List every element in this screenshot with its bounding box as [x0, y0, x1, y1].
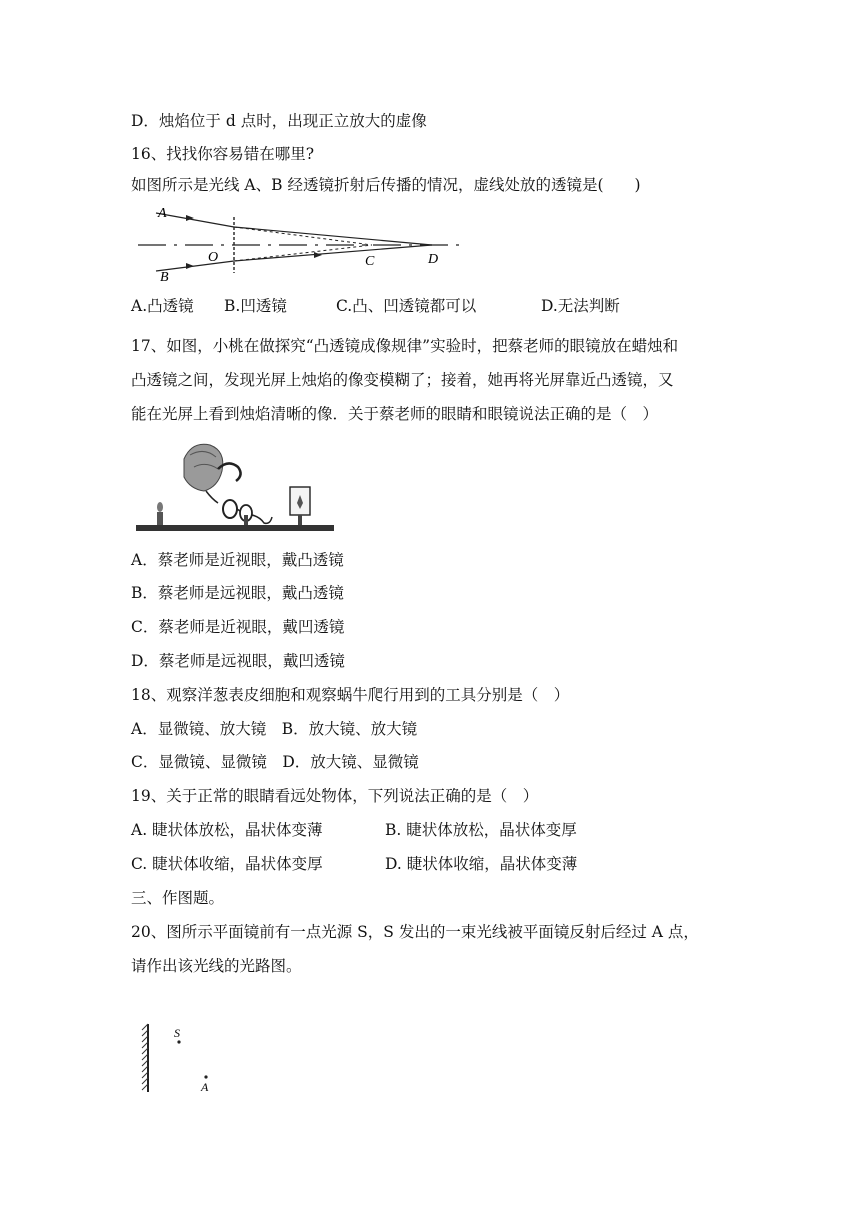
q18-options-cd: C．显微镜、显微镜 D．放大镜、显微镜: [131, 753, 419, 771]
q20-stem-line1: 20、图所示平面镜前有一点光源 S，S 发出的一束光线被平面镜反射后经过 A 点，: [131, 923, 699, 941]
label-c: C: [365, 254, 375, 269]
label-s: S: [174, 1026, 180, 1040]
label-a-point: A: [201, 1080, 209, 1094]
q16-title: 16、找找你容易错在哪里?: [131, 145, 315, 163]
q16-stem: 如图所示是光线 A、B 经透镜折射后传播的情况，虚线处放的透镜是( ): [131, 176, 641, 194]
q17-option-d: D．蔡老师是远视眼，戴凹透镜: [131, 652, 345, 670]
label-b: B: [160, 270, 169, 283]
q16-option-d: D.无法判断: [541, 297, 620, 315]
q17-stem-line1: 17、如图，小桃在做探究“凸透镜成像规律”实验时，把蔡老师的眼镜放在蜡烛和: [131, 337, 679, 355]
q18-stem: 18、观察洋葱表皮细胞和观察蜗牛爬行用到的工具分别是（ ）: [131, 686, 570, 704]
q19-stem: 19、关于正常的眼睛看远处物体，下列说法正确的是（ ）: [131, 787, 539, 805]
q19-option-b: B. 睫状体放松，晶状体变厚: [385, 821, 577, 839]
q19-option-a: A. 睫状体放松，晶状体变薄: [131, 821, 323, 839]
label-a: A: [158, 206, 167, 221]
label-o: O: [208, 250, 219, 265]
candle-lens-screen-figure: [134, 437, 339, 537]
q19-options-ab: [131, 819, 731, 841]
q17-stem-line2: 凸透镜之间，发现光屏上烛焰的像变模糊了；接着，她再将光屏靠近凸透镜，又: [131, 371, 674, 389]
option-d-prev-question: D．烛焰位于 d 点时，出现正立放大的虚像: [131, 112, 427, 130]
q17-option-b: B．蔡老师是远视眼，戴凸透镜: [131, 584, 344, 602]
q18-options-ab: A．显微镜、放大镜 B．放大镜、放大镜: [131, 720, 418, 738]
q16-option-a: A.凸透镜: [131, 297, 194, 315]
q16-option-b: B.凹透镜: [224, 297, 287, 315]
q19-option-c: C. 睫状体收缩，晶状体变厚: [131, 855, 323, 873]
q17-stem-line3: 能在光屏上看到烛焰清晰的像．关于蔡老师的眼睛和眼镜说法正确的是（ ）: [131, 405, 659, 423]
plane-mirror-figure: [134, 1020, 234, 1096]
q16-options: [131, 295, 731, 317]
lens-ray-diagram: [136, 203, 466, 283]
q16-option-c: C.凸、凹透镜都可以: [336, 297, 477, 315]
q19-option-d: D. 睫状体收缩，晶状体变薄: [385, 855, 578, 873]
q19-options-cd: [131, 853, 731, 875]
label-d: D: [428, 252, 439, 267]
q17-option-a: A．蔡老师是近视眼，戴凸透镜: [131, 551, 344, 569]
q20-stem-line2: 请作出该光线的光路图。: [131, 957, 302, 975]
section-three-heading: 三、作图题。: [131, 889, 225, 907]
q17-option-c: C．蔡老师是近视眼，戴凹透镜: [131, 618, 345, 636]
